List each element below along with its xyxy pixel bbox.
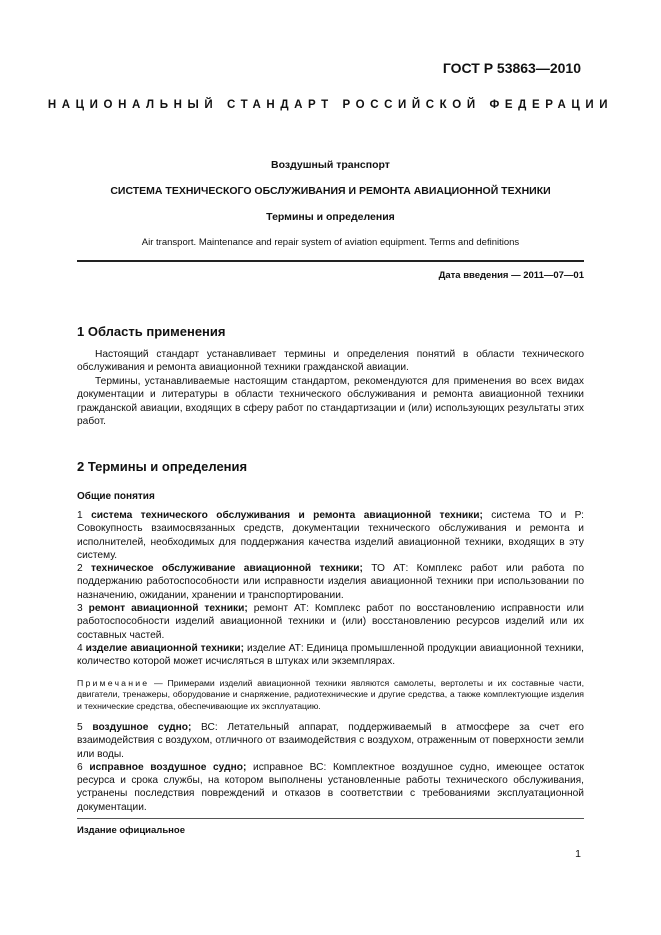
document-title: СИСТЕМА ТЕХНИЧЕСКОГО ОБСЛУЖИВАНИЯ И РЕМОНТА АВИАЦИОННОЙ ТЕХНИКИ — [110, 185, 551, 197]
term-note — [77, 678, 584, 713]
document-subtitle: Термины и определения — [266, 211, 395, 223]
note-text: — Примерами изделий авиационной техники являются самолеты, вертолеты и их составные части, двигатели, тренажеры, оборудование и снаряжение, радиотехнические и другие средства, а также комплектующие изделия и технические средства, обеспечивающие их эксплуатацию. — [77, 677, 584, 712]
title-divider — [77, 260, 584, 262]
general-concepts-subheading: Общие понятия — [77, 491, 155, 502]
term-number: 1 — [77, 510, 83, 521]
term-entry — [77, 562, 584, 602]
section-1-heading: 1 Область применения — [77, 324, 226, 339]
term-name: изделие авиационной техники; — [85, 642, 245, 654]
term-number: 3 — [77, 603, 83, 615]
term-name: техническое обслуживание авиационной техники; — [91, 563, 363, 575]
term-definition: исправное ВС: Комплектное воздушное судно, имеющее остаток ресурса и срока службы, на котором выполнены установленные работы технического обслуживания, устранены последствия повреждений и отказов в соответствии с требованиями эксплуатационной документации. — [77, 761, 584, 813]
term-entry — [77, 509, 584, 562]
subject-heading: Воздушный транспорт — [271, 159, 390, 171]
term-definition: ВС: Летательный аппарат, поддерживаемый в атмосфере за счет его взаимодействия с воздухом, отличного от взаимодействия с воздухом, отраженным от поверхности земли или воды. — [77, 721, 584, 760]
term-name: воздушное судно; — [92, 721, 192, 733]
term-definition: ТО АТ: Комплекс работ или работа по поддержанию работоспособности или исправности изделия авиационной техники при использовании по назначению, ожидании, хранении и транспортировании. — [77, 563, 584, 601]
term-definition: ремонт АТ: Комплекс работ по восстановлению исправности или работоспособности изделий авиационной техники и (или) восстановлению ресурсов изделий или их составных частей. — [77, 603, 584, 641]
term-entry — [77, 761, 584, 814]
term-definition: система ТО и Р: Совокупность взаимосвязанных средств, документации технического обслуживания и ремонта и исполнителей, необходимых для поддержания качества изделий авиационной техники, входящих в эту систему. — [77, 510, 585, 561]
footer-divider — [77, 818, 584, 819]
term-number: 5 — [77, 721, 83, 733]
term-name: система технического обслуживания и ремонта авиационной техники; — [91, 510, 483, 521]
term-entry — [77, 642, 584, 669]
edition-label: Издание официальное — [77, 825, 185, 836]
national-standard-heading: НАЦИОНАЛЬНЫЙ СТАНДАРТ РОССИЙСКОЙ ФЕДЕРАЦИИ — [47, 99, 614, 111]
term-number: 2 — [77, 563, 83, 575]
page-number: 1 — [575, 848, 581, 860]
term-entry — [77, 602, 584, 642]
introduction-date: Дата введения — 2011—07—01 — [438, 270, 584, 281]
section-2-heading: 2 Термины и определения — [77, 459, 248, 474]
term-number: 6 — [77, 761, 83, 773]
section-1-paragraph: Термины, устанавливаемые настоящим стандартом, рекомендуются для применения во всех видах документации и литературы в области технического обслуживания и ремонта авиационной техники гражданской авиации, входящих в сферу работ по стандартизации и (или) использующих результаты этих работ. — [77, 376, 584, 427]
term-name: ремонт авиационной техники; — [88, 603, 248, 615]
terms-list — [77, 509, 584, 814]
note-label: Примечание — [77, 677, 150, 688]
term-entry — [77, 721, 584, 761]
term-name: исправное воздушное судно; — [89, 761, 247, 773]
term-definition: изделие АТ: Единица промышленной продукции авиационной техники, количество которой может исчисляться в штуках или экземплярах. — [77, 642, 584, 668]
term-number: 4 — [77, 642, 83, 654]
section-1-paragraph: Настоящий стандарт устанавливает термины и определения понятий в области технического обслуживания и ремонта авиационной техники гражданской авиации. — [77, 349, 584, 374]
document-code: ГОСТ Р 53863—2010 — [442, 60, 581, 76]
english-title: Air transport. Maintenance and repair system of aviation equipment. Terms and definitions — [141, 237, 520, 248]
